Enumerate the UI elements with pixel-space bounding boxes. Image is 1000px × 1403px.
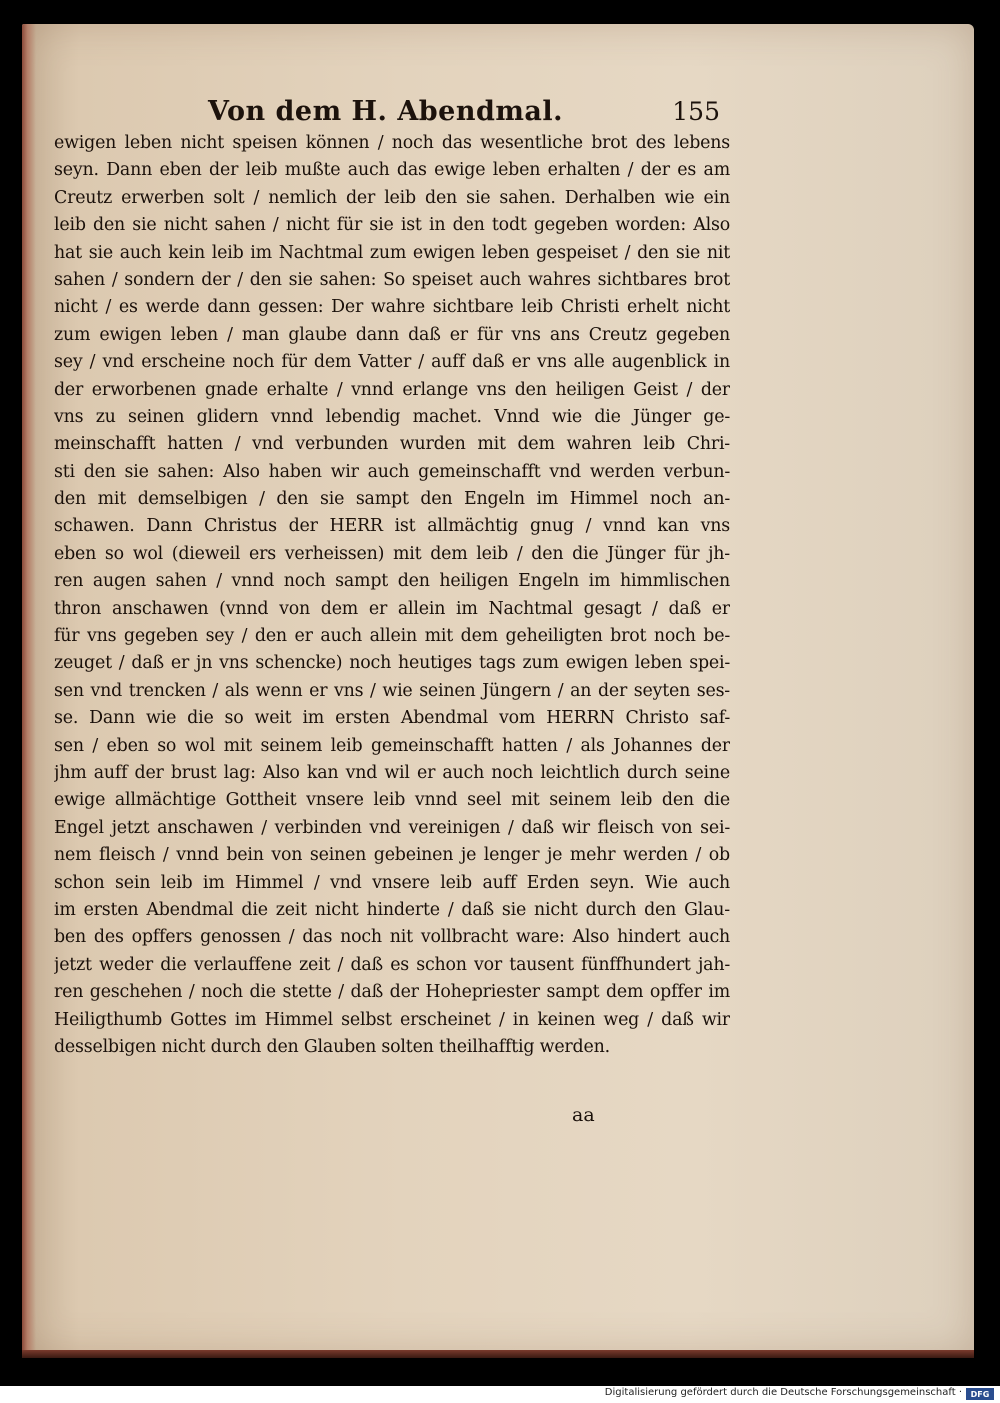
text-line: sti den sie sahen: Also haben wir auch gemeinschafft vnd werden verbun- bbox=[54, 461, 730, 482]
text-line: sey / vnd erscheine noch für dem Vatter / auff daß er vns alle augenblick in bbox=[54, 352, 730, 373]
text-line: den mit demselbigen / den sie sampt den Engeln im Himmel noch an- bbox=[54, 489, 730, 510]
text-line: der erworbenen gnade erhalte / vnnd erlange vns den heiligen Geist / der bbox=[54, 379, 730, 400]
text-line: Creutz erwerben solt / nemlich der leib den sie sahen. Derhalben wie ein bbox=[54, 187, 730, 208]
text-line: hat sie auch kein leib im Nachtmal zum ewigen leben gespeiset / den sie nit bbox=[54, 242, 730, 263]
text-line: schon sein leib im Himmel / vnd vnsere leib auff Erden seyn. Wie auch bbox=[54, 872, 730, 893]
page-bottom-edge bbox=[22, 1350, 974, 1358]
running-head-title: Von dem H. Abendmal. bbox=[208, 96, 564, 127]
page-number: 155 bbox=[672, 97, 720, 126]
text-line: ben des opffers genossen / das noch nit vollbracht ware: Also hindert auch bbox=[54, 927, 730, 948]
signature-mark: aa bbox=[572, 1104, 595, 1126]
footer-bar bbox=[0, 1386, 1000, 1403]
text-line: thron anschawen (vnnd von dem er allein im Nachtmal gesagt / daß er bbox=[54, 598, 730, 619]
text-line: se. Dann wie die so weit im ersten Abendmal vom HERRN Christo saf- bbox=[54, 708, 730, 729]
text-line: jetzt weder die verlauffene zeit / daß es schon vor tausent fünffhundert jah- bbox=[54, 954, 730, 975]
text-line: eben so wol (dieweil ers verheissen) mit dem leib / den die Jünger für jh- bbox=[54, 543, 730, 564]
text-line: nem fleisch / vnnd bein von seinen gebeinen je lenger je mehr werden / ob bbox=[54, 845, 730, 866]
text-line: desselbigen nicht durch den Glauben solten theilhafftig werden. bbox=[54, 1036, 610, 1057]
text-line: nicht / es werde dann gessen: Der wahre sichtbare leib Christi erhelt nicht bbox=[54, 297, 730, 318]
text-line: Heiligthumb Gottes im Himmel selbst erscheinet / in keinen weg / daß wir bbox=[54, 1009, 730, 1030]
text-line: meinschafft hatten / vnd verbunden wurden mit dem wahren leib Chri- bbox=[54, 434, 730, 455]
dfg-logo-icon: DFG bbox=[966, 1388, 994, 1400]
text-line: ewige allmächtige Gottheit vnsere leib vnnd seel mit seinem leib den die bbox=[54, 790, 730, 811]
text-line: ren augen sahen / vnnd noch sampt den heiligen Engeln im himmlischen bbox=[54, 571, 730, 592]
text-line: leib den sie nicht sahen / nicht für sie ist in den todt gegeben worden: Also bbox=[54, 215, 730, 236]
text-line: vns zu seinen glidern vnnd lebendig machet. Vnnd wie die Jünger ge- bbox=[54, 406, 730, 427]
text-line: ewigen leben nicht speisen können / noch das wesentliche brot des lebens bbox=[54, 133, 730, 153]
text-line: jhm auff der brust lag: Also kan vnd wil er auch noch leichtlich durch seine bbox=[54, 762, 730, 783]
text-line: sahen / sondern der / den sie sahen: So speiset auch wahres sichtbares brot bbox=[54, 269, 730, 290]
text-line: für vns gegeben sey / den er auch allein mit dem geheiligten brot noch be- bbox=[54, 626, 730, 647]
text-line: sen / eben so wol mit seinem leib gemeinschafft hatten / als Johannes der bbox=[54, 735, 730, 756]
body-text bbox=[54, 130, 730, 1061]
text-line: im ersten Abendmal die zeit nicht hinderte / daß sie nicht durch den Glau- bbox=[54, 899, 730, 920]
text-line: zum ewigen leben / man glaube dann daß er für vns ans Creutz gegeben bbox=[54, 324, 730, 345]
text-line: zeuget / daß er jn vns schencke) noch heutiges tags zum ewigen leben spei- bbox=[54, 653, 730, 674]
text-line: schawen. Dann Christus der HERR ist allmächtig gnug / vnnd kan vns bbox=[54, 516, 730, 537]
text-line: sen vnd trencken / als wenn er vns / wie seinen Jüngern / an der seyten ses- bbox=[54, 680, 730, 701]
text-line: ren geschehen / noch die stette / daß der Hohepriester sampt dem opffer im bbox=[54, 982, 730, 1003]
funding-credit: Digitalisierung gefördert durch die Deutsche Forschungsgemeinschaft · bbox=[604, 1387, 962, 1398]
text-line: Engel jetzt anschawen / verbinden vnd vereinigen / daß wir fleisch von sei- bbox=[54, 817, 730, 838]
text-line: seyn. Dann eben der leib mußte auch das ewige leben erhalten / der es am bbox=[54, 160, 730, 181]
